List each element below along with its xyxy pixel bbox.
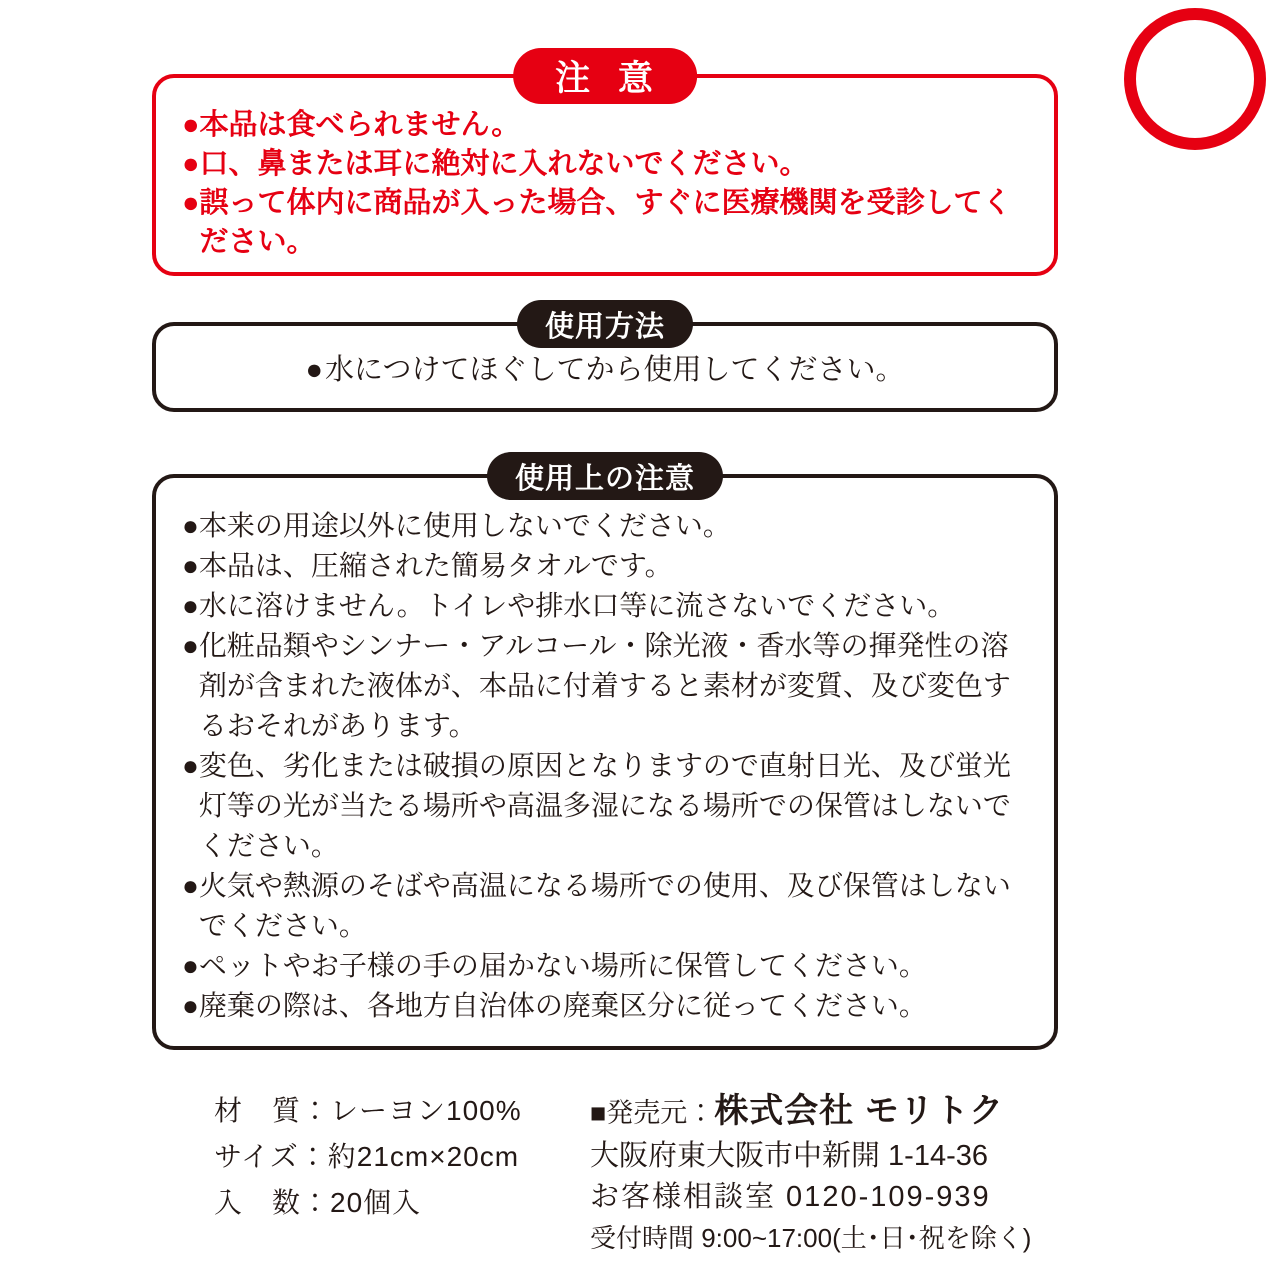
- caution-box: [152, 59, 1058, 276]
- bullet-icon: ●: [182, 148, 200, 180]
- caution-item: [182, 106, 1032, 145]
- spec-value: 20個入: [330, 1187, 422, 1218]
- precaution-item: [182, 506, 1032, 546]
- bullet-icon: ●: [182, 510, 199, 541]
- usage-title-pill: [517, 300, 693, 348]
- caution-item-text: 誤って体内に商品が入った場合、すぐに医療機関を受診してください。: [199, 187, 1012, 258]
- precautions-list: [156, 478, 1054, 1046]
- corner-decoration-arc: [1124, 8, 1266, 150]
- spec-row-material: [214, 1088, 590, 1134]
- usage-box: [152, 310, 1058, 412]
- spec-value: レーヨン100%: [330, 1095, 522, 1126]
- precaution-item-text: 変色、劣化または破損の原因となりますので直射日光、及び蛍光灯等の光が当たる場所や高温多湿になる場所での保管はしないでください。: [198, 750, 1011, 861]
- precaution-item-text: 火気や熱源のそばや高温になる場所での使用、及び保管はしないでください。: [198, 870, 1011, 941]
- distributor-block: [590, 1088, 1031, 1259]
- spec-value: 約21cm×20cm: [327, 1141, 520, 1172]
- bullet-icon: ●: [182, 950, 199, 981]
- caution-item-text: 本品は食べられません。: [199, 109, 521, 141]
- precaution-item-text: 水に溶けません。トイレや排水口等に流さないでください。: [198, 590, 956, 621]
- bullet-icon: ●: [305, 354, 324, 386]
- service-hours: 受付時間 9:00~17:00(土･日･祝を除く): [590, 1223, 1032, 1253]
- precaution-item-text: 本品は、圧縮された簡易タオルです。: [198, 550, 673, 581]
- precautions-title: 使用上の注意: [514, 462, 696, 495]
- bullet-icon: ●: [182, 750, 199, 781]
- caution-item-text: 口、鼻または耳に絶対に入れないでください。: [199, 148, 809, 180]
- bullet-icon: ●: [182, 990, 199, 1021]
- distributor-line: [590, 1088, 1031, 1136]
- spec-label: サイズ：: [214, 1141, 328, 1172]
- precaution-item: [182, 626, 1032, 746]
- caution-title: 注 意: [555, 59, 655, 98]
- distributor-address: 大阪府東大阪市中新開 1-14-36: [590, 1140, 989, 1172]
- specs-list: [214, 1088, 590, 1226]
- caution-title-pill: [513, 48, 697, 104]
- precautions-title-pill: [487, 452, 723, 500]
- precaution-item-text: ペットやお子様の手の届かない場所に保管してください。: [198, 950, 927, 981]
- spec-row-count: [214, 1180, 590, 1226]
- precaution-item: [182, 586, 1032, 626]
- usage-item-text: 水につけてほぐしてから使用してください。: [325, 354, 905, 386]
- bullet-icon: ●: [182, 187, 200, 219]
- usage-title: 使用方法: [544, 310, 666, 343]
- bullet-icon: ●: [182, 630, 199, 661]
- spec-label: 材 質：: [214, 1095, 331, 1126]
- company-name: 株式会社 モリトク: [714, 1092, 1005, 1130]
- precaution-item-text: 廃棄の際は、各地方自治体の廃棄区分に従ってください。: [198, 990, 927, 1021]
- precaution-item: [182, 546, 1032, 586]
- bullet-icon: ●: [182, 870, 199, 901]
- bullet-icon: ●: [182, 550, 199, 581]
- precaution-item: [182, 986, 1032, 1026]
- distributor-prefix: ■発売元：: [590, 1098, 715, 1128]
- customer-service-phone: お客様相談室 0120-109-939: [590, 1181, 991, 1213]
- product-label-panel: [0, 59, 1200, 1274]
- precaution-item: [182, 946, 1032, 986]
- precaution-item-text: 本来の用途以外に使用しないでください。: [198, 510, 731, 541]
- caution-list: [156, 78, 1054, 272]
- precaution-item: [182, 866, 1032, 946]
- precaution-item-text: 化粧品類やシンナー・アルコール・除光液・香水等の揮発性の溶剤が含まれた液体が、本品に付着すると素材が変質、及び変色するおそれがあります。: [198, 630, 1011, 741]
- caution-item: [182, 145, 1032, 184]
- spec-label: 入 数：: [214, 1187, 331, 1218]
- spec-row-size: [214, 1134, 590, 1180]
- bottom-info: [214, 1088, 1200, 1259]
- bullet-icon: ●: [182, 109, 200, 141]
- precautions-box: [152, 462, 1058, 1050]
- precaution-item: [182, 746, 1032, 866]
- caution-item: [182, 184, 1032, 262]
- bullet-icon: ●: [182, 590, 199, 621]
